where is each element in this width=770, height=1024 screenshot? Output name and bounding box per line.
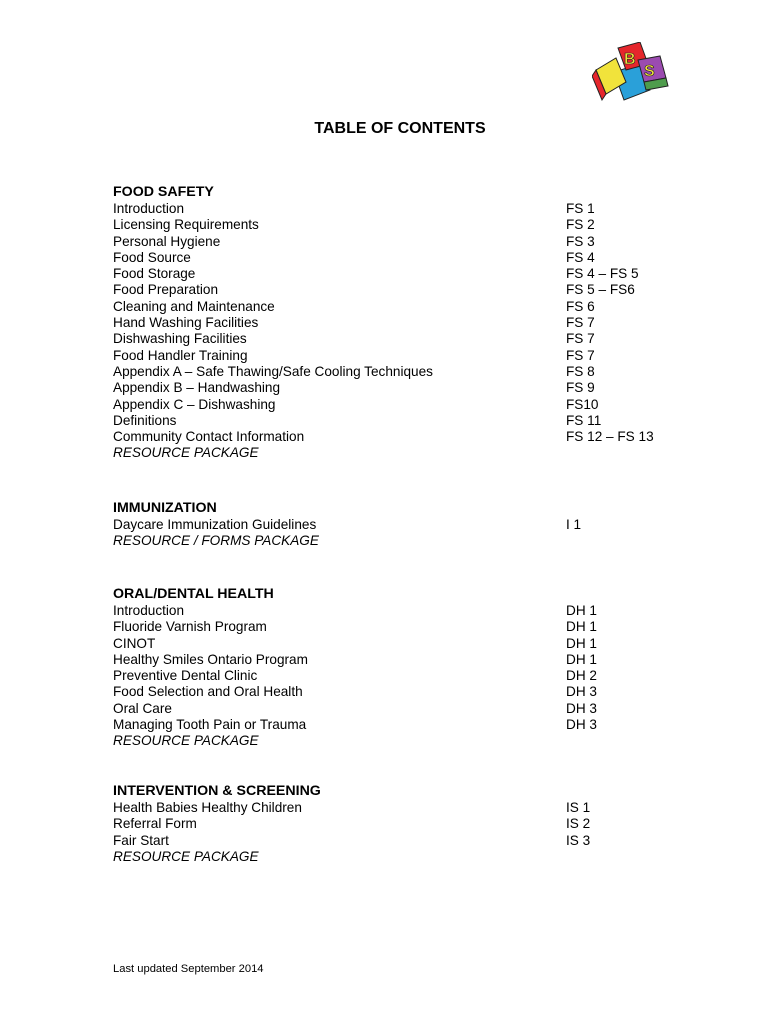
toc-entry-page: FS 4 — [566, 249, 595, 265]
footer-last-updated: Last updated September 2014 — [113, 963, 264, 975]
toc-entry — [113, 413, 673, 429]
toc-entry-page: DH 3 — [566, 684, 597, 700]
section-title: IMMUNIZATION — [113, 500, 217, 516]
toc-entry-page: FS 9 — [566, 380, 595, 396]
toc-entry — [113, 217, 673, 233]
page-title: TABLE OF CONTENTS — [314, 120, 486, 137]
toc-entry — [113, 816, 673, 832]
resource-package-label: RESOURCE / FORMS PACKAGE — [113, 533, 319, 549]
toc-entry-page: IS 3 — [566, 832, 591, 848]
toc-entry-label: Health Babies Healthy Children — [113, 800, 302, 815]
toc-entry-label: Food Storage — [113, 266, 196, 282]
toc-entry-page: FS 7 — [566, 347, 595, 363]
toc-entry-page: DH 1 — [566, 619, 597, 635]
toc-entry — [113, 429, 673, 445]
toc-entry-label: Fair Start — [113, 832, 169, 848]
toc-entry-label: Definitions — [113, 412, 177, 428]
toc-entry-page: I 1 — [566, 517, 582, 532]
toc-entry — [113, 668, 673, 684]
toc-entry-page: DH 3 — [566, 717, 597, 733]
toc-entry-page: FS 2 — [566, 217, 595, 233]
toc-entry-page: FS10 — [566, 396, 599, 412]
toc-entry — [113, 652, 673, 668]
toc-entry — [113, 250, 673, 266]
toc-entry — [113, 397, 673, 413]
toc-entry — [113, 833, 673, 849]
toc-entry — [113, 619, 673, 635]
toc-entry-label: Food Source — [113, 249, 191, 265]
toc-entry-label: Managing Tooth Pain or Trauma — [113, 717, 307, 733]
resource-package-label: RESOURCE PACKAGE — [113, 445, 259, 461]
section-title: FOOD SAFETY — [113, 184, 214, 200]
svg-text:B: B — [624, 51, 636, 68]
toc-entry-page: IS 1 — [566, 800, 591, 815]
toc-entry-label: CINOT — [113, 635, 156, 651]
toc-entry — [113, 380, 673, 396]
toc-entry-page: FS 8 — [566, 363, 595, 379]
toc-entry — [113, 800, 673, 816]
section-intervention-screening — [113, 782, 673, 865]
toc-entry-page: FS 5 – FS6 — [566, 282, 635, 298]
toc-entry — [113, 234, 673, 250]
toc-entry-label: Daycare Immunization Guidelines — [113, 517, 317, 532]
toc-entry — [113, 282, 673, 298]
toc-entry-label: Community Contact Information — [113, 429, 305, 445]
toc-entry — [113, 603, 673, 619]
toc-entry-label: Appendix A – Safe Thawing/Safe Cooling Techniques — [113, 363, 433, 379]
toc-entry-page: FS 6 — [566, 298, 595, 314]
toc-entry-label: Dishwashing Facilities — [113, 331, 247, 347]
toc-entry-page: FS 3 — [566, 233, 595, 249]
toc-entry-page: DH 1 — [566, 651, 597, 667]
toc-entry-page: FS 12 – FS 13 — [566, 429, 654, 445]
toc-entry-label: Hand Washing Facilities — [113, 315, 259, 331]
toc-entry-label: Introduction — [113, 201, 185, 216]
toc-entry-label: Healthy Smiles Ontario Program — [113, 651, 308, 667]
resource-package-label: RESOURCE PACKAGE — [113, 733, 259, 749]
toc-entry-page: FS 7 — [566, 331, 595, 347]
toc-entry-page: FS 1 — [566, 201, 595, 216]
section-food-safety — [113, 183, 673, 462]
toc-entry-label: Oral Care — [113, 700, 172, 716]
toc-entry-page: DH 1 — [566, 603, 597, 618]
toc-entry-label: Personal Hygiene — [113, 233, 221, 249]
toc-entry — [113, 701, 673, 717]
toc-entry-page: FS 11 — [566, 412, 602, 428]
toc-entry — [113, 299, 673, 315]
toc-entry-page: FS 7 — [566, 315, 595, 331]
abc-blocks-logo — [592, 42, 672, 108]
resource-package-label: RESOURCE PACKAGE — [113, 848, 259, 864]
toc-entry-page: DH 1 — [566, 635, 597, 651]
toc-entry-label: Appendix B – Handwashing — [113, 380, 281, 396]
toc-entry-label: Food Selection and Oral Health — [113, 684, 303, 700]
toc-entry — [113, 364, 673, 380]
section-immunization — [113, 499, 673, 550]
toc-entry — [113, 348, 673, 364]
toc-entry — [113, 717, 673, 733]
toc-entry — [113, 266, 673, 282]
toc-entry-label: Preventive Dental Clinic — [113, 668, 258, 684]
toc-entry-label: Fluoride Varnish Program — [113, 619, 267, 635]
toc-entry — [113, 517, 673, 533]
toc-entry-label: Introduction — [113, 603, 185, 618]
toc-entry — [113, 315, 673, 331]
toc-entry — [113, 201, 673, 217]
section-title: INTERVENTION & SCREENING — [113, 783, 321, 799]
svg-text:S: S — [644, 63, 655, 80]
section-title: ORAL/DENTAL HEALTH — [113, 586, 274, 602]
toc-entry — [113, 636, 673, 652]
toc-entry-label: Food Preparation — [113, 282, 219, 298]
toc-entry-label: Appendix C – Dishwashing — [113, 396, 276, 412]
toc-entry — [113, 684, 673, 700]
toc-entry-page: IS 2 — [566, 816, 591, 832]
toc-entry — [113, 331, 673, 347]
toc-entry-page: FS 4 – FS 5 — [566, 266, 639, 282]
toc-entry-page: DH 3 — [566, 700, 597, 716]
toc-entry-label: Food Handler Training — [113, 347, 248, 363]
toc-entry-label: Cleaning and Maintenance — [113, 298, 275, 314]
toc-entry-label: Licensing Requirements — [113, 217, 259, 233]
section-oral-dental-health — [113, 585, 673, 750]
toc-entry-label: Referral Form — [113, 816, 197, 832]
toc-entry-page: DH 2 — [566, 668, 597, 684]
